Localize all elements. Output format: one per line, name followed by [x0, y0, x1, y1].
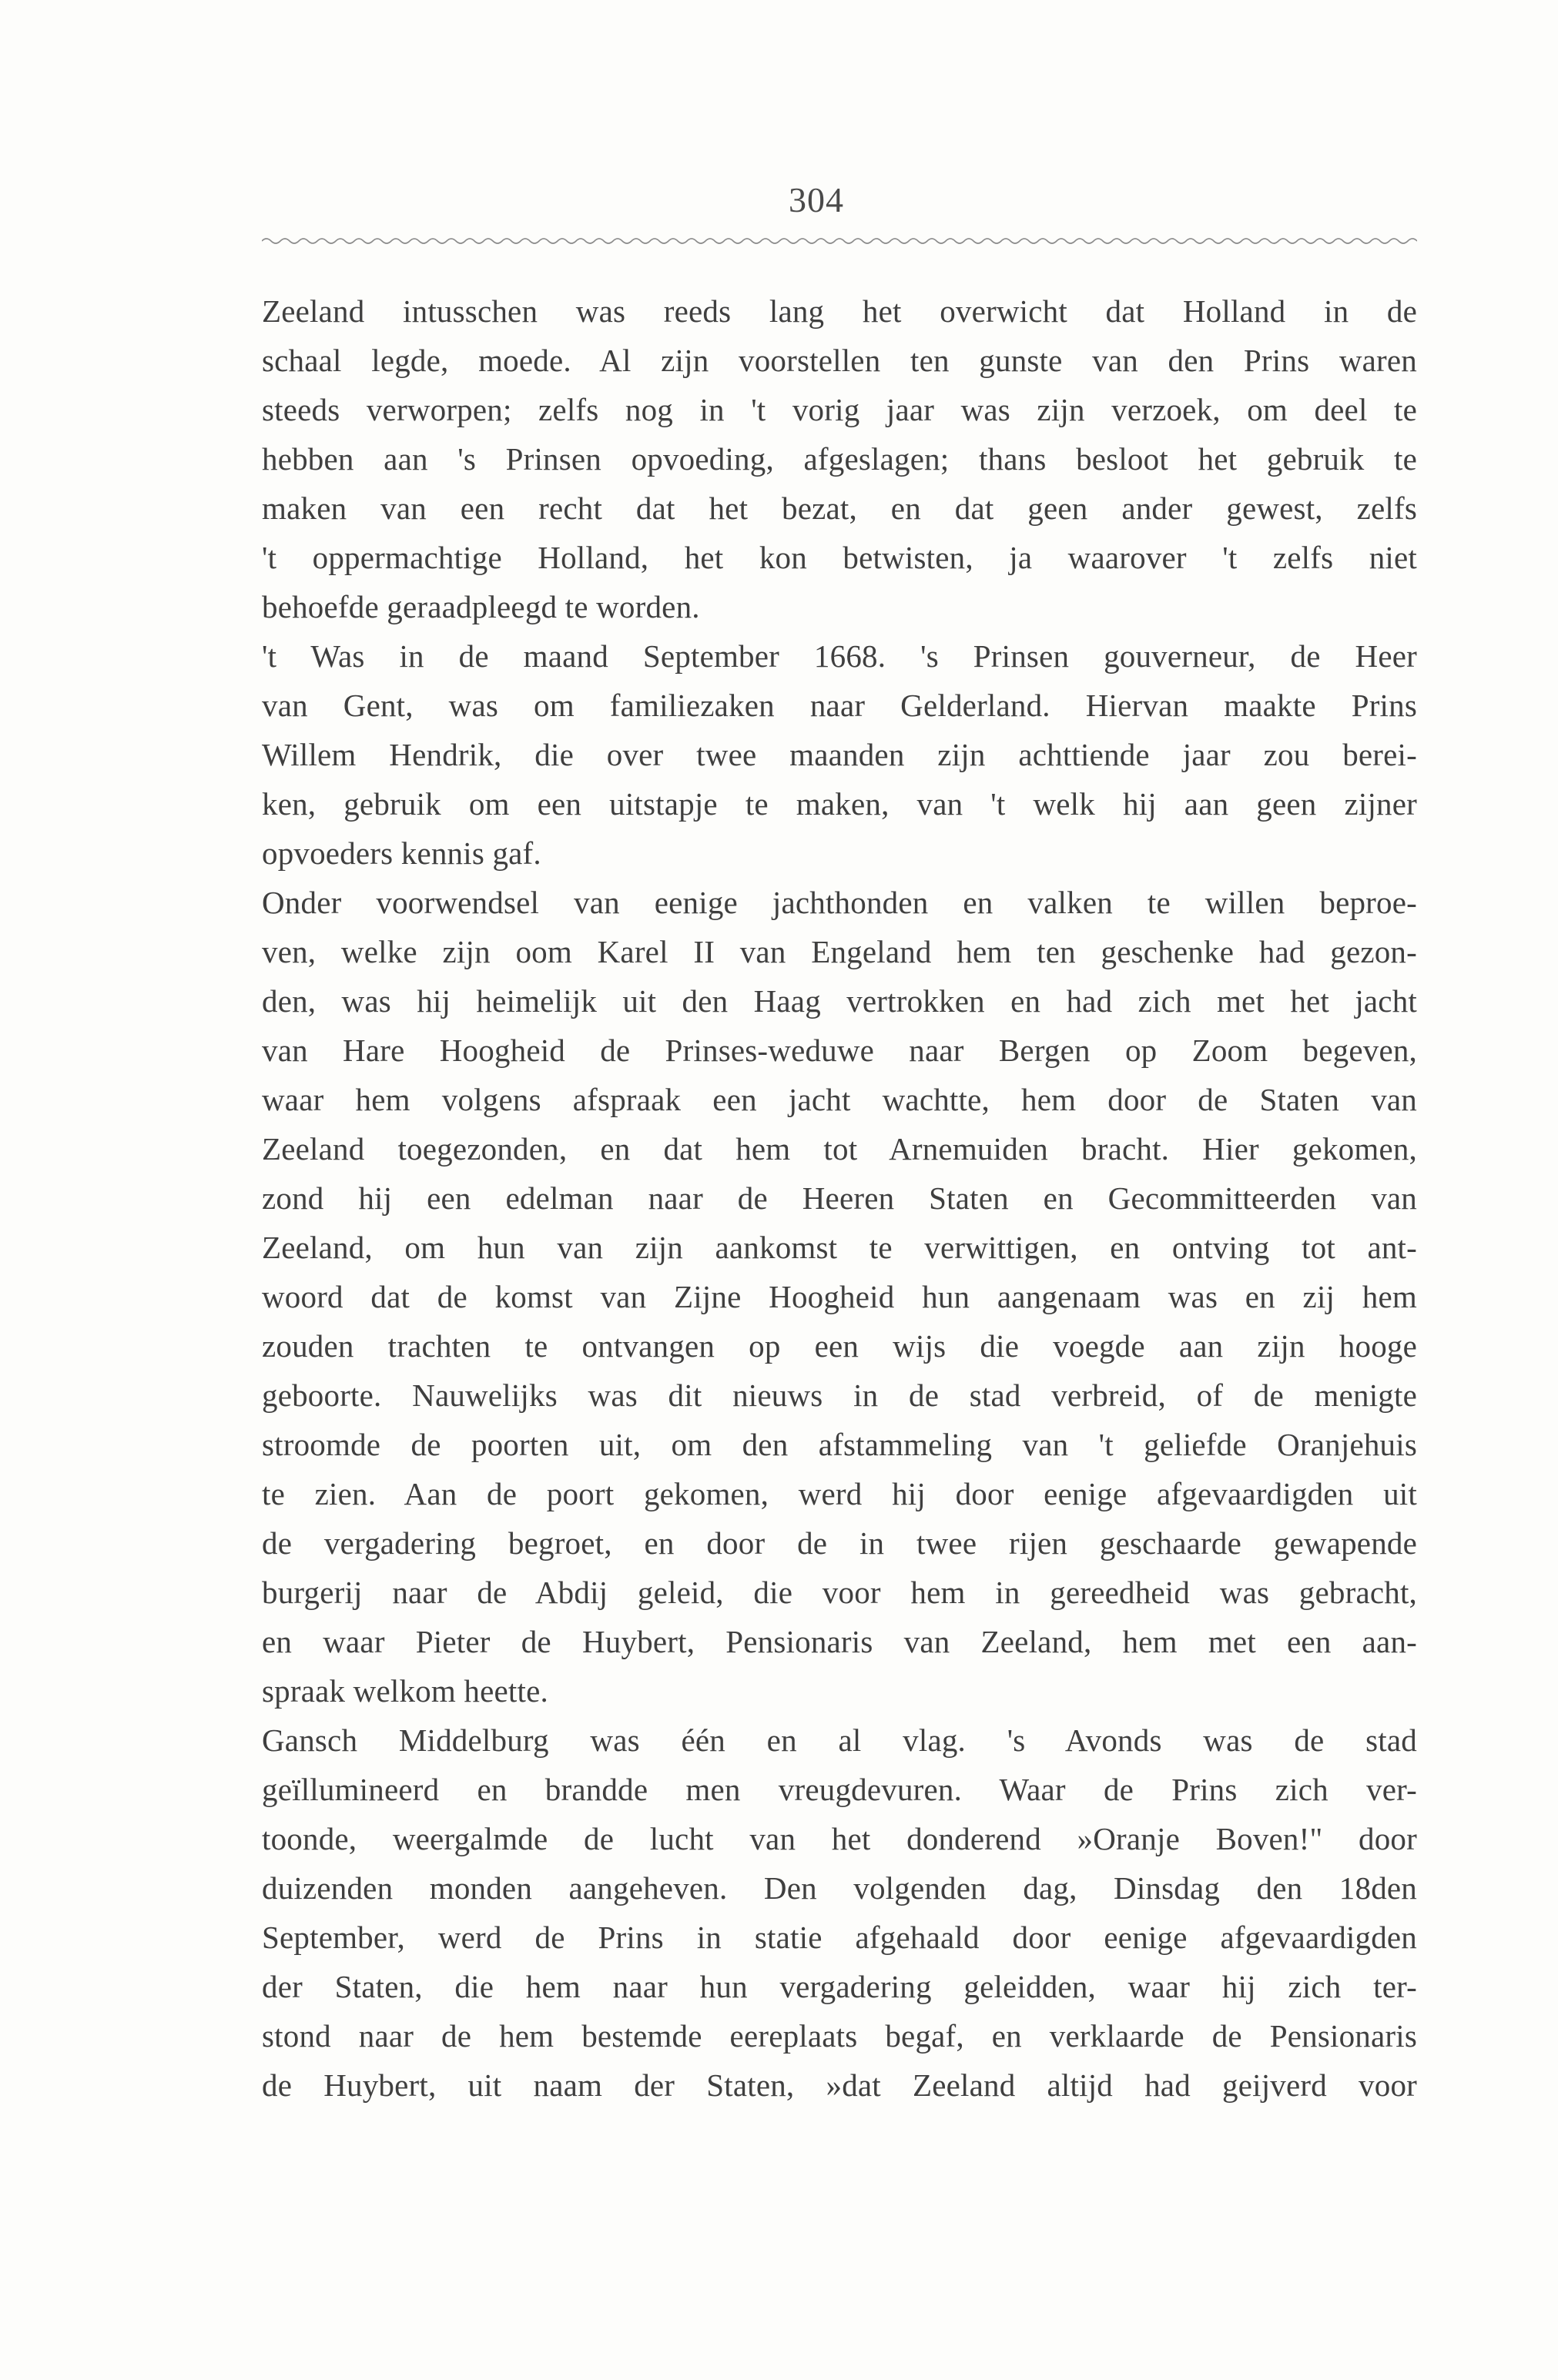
- text-line: ken, gebruik om een uitstapje te maken, van 't welk hij aan geen zijner: [262, 786, 1417, 822]
- text-line: der Staten, die hem naar hun vergadering geleidden, waar hij zich ter-: [262, 1969, 1417, 2004]
- text-line: waar hem volgens afspraak een jacht wachtte, hem door de Staten van: [262, 1082, 1417, 1117]
- text-line: 't oppermachtige Holland, het kon betwisten, ja waarover 't zelfs niet: [262, 540, 1417, 575]
- text-line: duizenden monden aangeheven. Den volgenden dag, Dinsdag den 18den: [262, 1870, 1417, 1906]
- text-line: maken van een recht dat het bezat, en dat geen ander gewest, zelfs: [262, 490, 1417, 526]
- text-line: Gansch Middelburg was één en al vlag. 's Avonds was de stad: [262, 1722, 1417, 1758]
- text-line: opvoeders kennis gaf.: [262, 835, 541, 871]
- text-line: 't Was in de maand September 1668. 's Prinsen gouverneur, de Heer: [262, 638, 1417, 674]
- text-line: Zeeland, om hun van zijn aankomst te verwittigen, en ontving tot ant-: [262, 1230, 1417, 1265]
- decorative-wavy-rule: [262, 236, 1417, 246]
- text-line: woord dat de komst van Zijne Hoogheid hun aangenaam was en zij hem: [262, 1279, 1417, 1314]
- text-line: Zeeland intusschen was reeds lang het overwicht dat Holland in de: [262, 293, 1417, 329]
- text-line: Onder voorwendsel van eenige jachthonden en valken te willen beproe-: [262, 885, 1417, 920]
- text-line: September, werd de Prins in statie afgehaald door eenige afgevaardigden: [262, 1920, 1417, 1955]
- text-line: Willem Hendrik, die over twee maanden zijn achttiende jaar zou berei-: [262, 737, 1417, 772]
- text-line: geboorte. Nauwelijks was dit nieuws in de stad verbreid, of de menigte: [262, 1377, 1417, 1413]
- text-line: geïllumineerd en brandde men vreugdevuren. Waar de Prins zich ver-: [262, 1772, 1417, 1807]
- text-line: stond naar de hem bestemde eereplaats begaf, en verklaarde de Pensionaris: [262, 2018, 1417, 2054]
- page-number: 304: [789, 180, 844, 219]
- text-line: en waar Pieter de Huybert, Pensionaris van Zeeland, hem met een aan-: [262, 1624, 1417, 1659]
- text-line: spraak welkom heette.: [262, 1673, 548, 1709]
- text-line: den, was hij heimelijk uit den Haag vertrokken en had zich met het jacht: [262, 983, 1417, 1019]
- text-line: toonde, weergalmde de lucht van het donderend »Oranje Boven!" door: [262, 1821, 1417, 1856]
- text-line: van Gent, was om familiezaken naar Gelderland. Hiervan maakte Prins: [262, 688, 1417, 723]
- text-line: hebben aan 's Prinsen opvoeding, afgeslagen; thans besloot het gebruik te: [262, 441, 1417, 477]
- text-line: steeds verworpen; zelfs nog in 't vorig jaar was zijn verzoek, om deel te: [262, 392, 1417, 427]
- text-line: stroomde de poorten uit, om den afstammeling van 't geliefde Oranjehuis: [262, 1427, 1417, 1462]
- text-line: zouden trachten te ontvangen op een wijs die voegde aan zijn hooge: [262, 1328, 1417, 1364]
- text-line: Zeeland toegezonden, en dat hem tot Arnemuiden bracht. Hier gekomen,: [262, 1131, 1417, 1167]
- text-line: van Hare Hoogheid de Prinses-weduwe naar Bergen op Zoom begeven,: [262, 1033, 1417, 1068]
- text-line: te zien. Aan de poort gekomen, werd hij door eenige afgevaardigden uit: [262, 1476, 1417, 1511]
- text-line: ven, welke zijn oom Karel II van Engeland hem ten geschenke had gezon-: [262, 934, 1417, 969]
- text-line: burgerij naar de Abdij geleid, die voor hem in gereedheid was gebracht,: [262, 1575, 1417, 1610]
- text-line: schaal legde, moede. Al zijn voorstellen ten gunste van den Prins waren: [262, 343, 1417, 378]
- body-text: [262, 286, 1417, 2110]
- text-line: de vergadering begroet, en door de in twee rijen geschaarde gewapende: [262, 1525, 1417, 1561]
- text-line: zond hij een edelman naar de Heeren Staten en Gecommitteerden van: [262, 1180, 1417, 1216]
- text-line: behoefde geraadpleegd te worden.: [262, 589, 700, 624]
- text-line: de Huybert, uit naam der Staten, »dat Zeeland altijd had geijverd voor: [262, 2067, 1417, 2103]
